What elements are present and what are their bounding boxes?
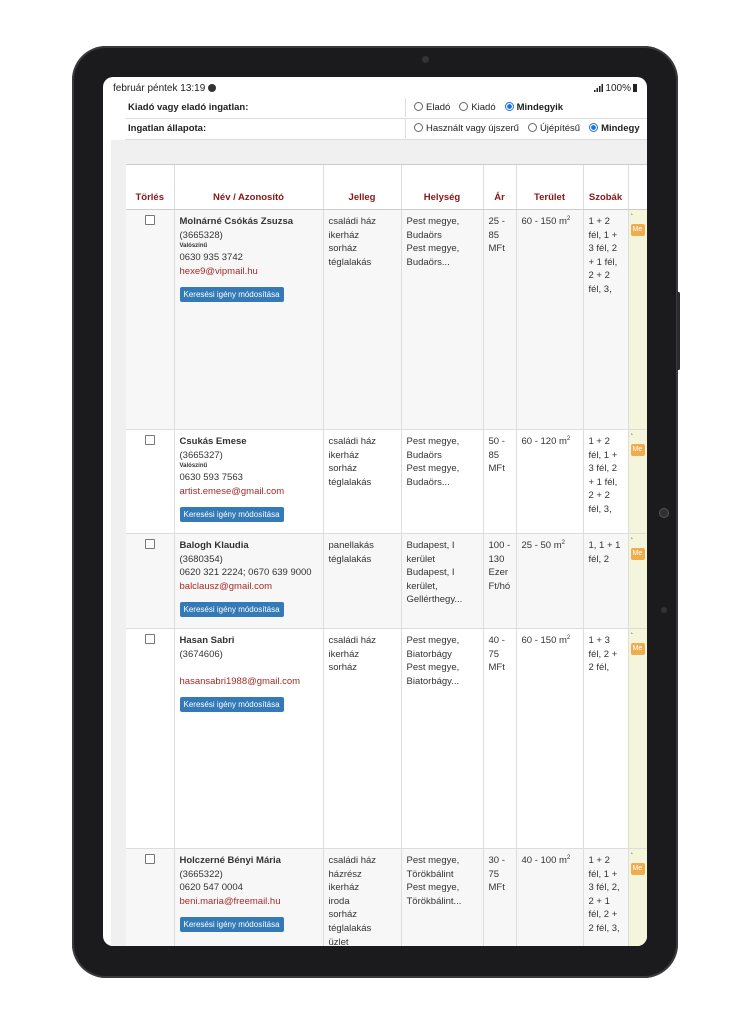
rooms-line: fél, 2 +: [588, 648, 618, 660]
area-value: 60 - 150 m: [521, 635, 567, 646]
modify-search-button[interactable]: Keresési igény módosítása: [180, 697, 284, 712]
rooms-line: fél, 1 +: [588, 449, 618, 461]
location-line: Budapest, I: [406, 567, 455, 579]
location-cell: [401, 849, 483, 947]
contact-email[interactable]: balclausz@gmail.com: [179, 580, 273, 592]
delete-checkbox[interactable]: [145, 435, 155, 445]
contact-name: Holczerné Bényi Mária: [179, 855, 281, 866]
delete-cell: [126, 210, 174, 430]
extra-cell: [628, 210, 647, 430]
type-line: családi ház: [328, 436, 377, 447]
extra-cell: [628, 430, 647, 534]
price-cell: [483, 534, 516, 629]
extra-cell: [628, 629, 647, 849]
column-header[interactable]: Ár: [483, 165, 516, 210]
rooms-line: fél, 3,: [588, 283, 612, 295]
modify-search-button[interactable]: Keresési igény módosítása: [180, 507, 284, 522]
rooms-line: + 1 fél,: [588, 256, 618, 268]
price-line: 75: [488, 648, 500, 660]
sensor-dot: [659, 508, 669, 518]
rooms-line: 1 + 3: [588, 635, 610, 646]
battery-icon: [633, 84, 637, 92]
rooms-line: 2 + 1: [588, 895, 610, 907]
area-value: 60 - 150 m: [521, 216, 567, 227]
message-icon: [208, 84, 216, 92]
button-wrap: [180, 278, 318, 302]
delete-cell: [126, 534, 174, 629]
more-tag[interactable]: Me: [631, 643, 645, 655]
price-line: MFt: [488, 882, 505, 894]
radio-button[interactable]: [528, 123, 537, 132]
location-line: Budaörs: [406, 449, 442, 461]
sensor-dot-small: [661, 607, 667, 613]
delete-checkbox[interactable]: [145, 215, 155, 225]
location-line: Biatorbágy...: [406, 675, 460, 687]
delete-checkbox[interactable]: [145, 634, 155, 644]
status-right: [594, 83, 637, 94]
radio-button[interactable]: [414, 102, 423, 111]
contact-email[interactable]: hasansabri1988@gmail.com: [179, 675, 301, 687]
rooms-line: 1 + 2: [588, 855, 610, 866]
radio-button[interactable]: [414, 123, 423, 132]
column-header[interactable]: Terület: [516, 165, 583, 210]
name-cell: [174, 629, 323, 849]
radio-label: Használt vagy újszerű: [426, 123, 519, 134]
table-row: [126, 534, 647, 629]
radio-label: Mindegyik: [516, 102, 564, 113]
radio-label: Mindegy: [601, 123, 640, 134]
radio-button[interactable]: [459, 102, 468, 111]
contact-id: (3665328): [179, 229, 223, 241]
name-cell: [174, 430, 323, 534]
radio-button[interactable]: [589, 123, 598, 132]
more-tag[interactable]: Me: [631, 548, 645, 560]
area-unit-exponent: 2: [566, 435, 571, 442]
battery-percent: 100%: [605, 83, 631, 94]
location-line: Budaörs: [406, 229, 442, 241]
price-cell: [483, 629, 516, 849]
area-cell: [516, 210, 583, 430]
price-line: MFt: [488, 463, 505, 475]
name-cell: [174, 534, 323, 629]
contact-name: Csukás Emese: [179, 436, 247, 447]
column-header[interactable]: Jelleg: [323, 165, 401, 210]
table-header-row: [126, 165, 647, 210]
price-line: 100 -: [488, 540, 511, 551]
location-line: Gellérthegy...: [406, 594, 463, 606]
filter-panel: [125, 98, 647, 140]
price-line: MFt: [488, 662, 505, 674]
rooms-cell: [583, 210, 628, 430]
front-camera: [422, 56, 429, 63]
location-line: Pest megye,: [406, 243, 460, 255]
filter-label: Ingatlan állapota:: [128, 123, 207, 134]
price-line: Ezer: [488, 567, 509, 579]
radio-option[interactable]: [528, 123, 580, 134]
more-tag[interactable]: Me: [631, 444, 645, 456]
contact-id: (3665322): [179, 868, 223, 880]
radio-label: Újépítésű: [539, 123, 581, 134]
location-line: Pest megye,: [406, 463, 460, 475]
contact-email[interactable]: artist.emese@gmail.com: [179, 485, 285, 497]
name-cell: [174, 210, 323, 430]
area-cell: [516, 849, 583, 947]
type-line: ikerház: [328, 229, 360, 241]
price-line: 25 -: [488, 216, 505, 227]
contact-name: Molnárné Csókás Zsuzsa: [179, 216, 294, 227]
delete-checkbox[interactable]: [145, 539, 155, 549]
location-cell: [401, 430, 483, 534]
location-line: Budaörs...: [406, 476, 450, 488]
type-line: téglalakás: [328, 922, 372, 934]
price-line: 50 -: [488, 436, 505, 447]
column-header[interactable]: Szobák: [583, 165, 628, 210]
price-cell: [483, 430, 516, 534]
rooms-line: fél, 2: [588, 553, 610, 565]
contact-id: (3674606): [179, 648, 223, 660]
location-line: kerület: [406, 553, 436, 565]
column-header-extra: [628, 165, 647, 210]
radio-option[interactable]: [589, 123, 640, 134]
delete-cell: [126, 849, 174, 947]
rooms-line: 3 fél, 2: [588, 463, 618, 475]
contact-id: (3680354): [179, 553, 223, 565]
modify-search-button[interactable]: Keresési igény módosítása: [180, 917, 284, 932]
type-line: ikerház: [328, 648, 360, 660]
side-button: [677, 292, 680, 370]
rooms-line: fél, 3,: [588, 503, 612, 515]
location-line: Pest megye,: [406, 662, 460, 674]
results-table-wrapper[interactable]: [126, 164, 647, 946]
delete-checkbox[interactable]: [145, 854, 155, 864]
extra-tick: `: [630, 537, 634, 546]
location-cell: [401, 534, 483, 629]
filter-options: [405, 119, 647, 138]
radio-label: Eladó: [426, 102, 451, 113]
filter-label: Kiadó vagy eladó ingatlan:: [128, 102, 249, 113]
radio-option[interactable]: [459, 102, 495, 113]
extra-tick: `: [630, 852, 634, 861]
type-line: családi ház: [328, 855, 377, 866]
contact-note: Valószínű: [179, 243, 208, 250]
location-cell: [401, 629, 483, 849]
extra-cell: [628, 849, 647, 947]
location-line: Pest megye,: [406, 882, 460, 894]
rooms-line: fél, 1 +: [588, 229, 618, 241]
extra-tick: `: [630, 632, 634, 641]
contact-id: (3665327): [179, 449, 223, 461]
table-row: [126, 210, 647, 430]
price-cell: [483, 210, 516, 430]
radio-label: Kiadó: [471, 102, 496, 113]
button-wrap: [180, 498, 318, 522]
filter-row: [125, 119, 647, 140]
extra-tick: `: [630, 213, 634, 222]
area-value: 25 - 50 m: [521, 540, 562, 551]
contact-phone: 0620 321 2224; 0670 639 9000: [179, 567, 312, 579]
area-unit-exponent: 2: [561, 539, 565, 546]
radio-option[interactable]: [414, 123, 519, 134]
contact-phone: 0630 593 7563: [179, 472, 243, 484]
column-header[interactable]: Helység: [401, 165, 483, 210]
radio-option[interactable]: [505, 102, 563, 113]
type-cell: [323, 849, 401, 947]
location-line: Törökbálint: [406, 868, 454, 880]
location-line: Pest megye,: [406, 855, 460, 866]
location-line: Pest megye,: [406, 216, 460, 227]
type-line: téglalakás: [328, 476, 372, 488]
rooms-line: 2 + 2: [588, 270, 610, 282]
rooms-line: fél, 1 +: [588, 868, 618, 880]
more-tag[interactable]: Me: [631, 224, 645, 236]
rooms-line: 3 fél, 2: [588, 243, 618, 255]
extra-cell: [628, 534, 647, 629]
price-line: 30 -: [488, 855, 505, 866]
rooms-line: 1 + 2: [588, 436, 610, 447]
rooms-line: fél, 2 +: [588, 909, 618, 921]
type-cell: [323, 629, 401, 849]
delete-cell: [126, 629, 174, 849]
type-line: sorház: [328, 463, 358, 475]
extra-tick: `: [630, 433, 634, 442]
type-cell: [323, 430, 401, 534]
modify-search-button[interactable]: Keresési igény módosítása: [180, 602, 284, 617]
table-body: [126, 210, 647, 947]
type-line: üzlet: [328, 936, 349, 946]
button-wrap: [180, 688, 318, 712]
area-value: 40 - 100 m: [521, 855, 567, 866]
table-row: [126, 629, 647, 849]
button-wrap: [180, 908, 318, 932]
rooms-cell: [583, 849, 628, 947]
table-row: [126, 849, 647, 947]
name-cell: [174, 849, 323, 947]
rooms-line: 1, 1 + 1: [588, 540, 621, 551]
more-tag[interactable]: Me: [631, 863, 645, 875]
contact-email[interactable]: beni.maria@freemail.hu: [179, 895, 281, 907]
type-line: házrész: [328, 868, 362, 880]
radio-option[interactable]: [414, 102, 450, 113]
location-line: Pest megye,: [406, 436, 460, 447]
type-line: családi ház: [328, 216, 377, 227]
price-line: 40 -: [488, 635, 505, 646]
location-cell: [401, 210, 483, 430]
screen: [103, 77, 647, 946]
area-unit-exponent: 2: [566, 215, 571, 222]
price-cell: [483, 849, 516, 947]
contact-note: Valószínű: [179, 463, 208, 470]
rooms-line: 3 fél, 2,: [588, 882, 620, 894]
rooms-line: 2 fél, 3,: [588, 922, 620, 934]
filter-options: [405, 98, 572, 117]
contact-phone: 0630 935 3742: [179, 252, 243, 264]
type-line: ikerház: [328, 882, 360, 894]
rooms-cell: [583, 430, 628, 534]
type-line: ikerház: [328, 449, 360, 461]
location-line: Biatorbágy: [406, 648, 452, 660]
location-line: Törökbálint...: [406, 895, 462, 907]
rooms-line: + 1 fél,: [588, 476, 618, 488]
button-wrap: [180, 593, 318, 617]
column-header[interactable]: Név / Azonosító: [174, 165, 323, 210]
area-cell: [516, 629, 583, 849]
price-line: 85: [488, 449, 500, 461]
status-time: február péntek 13:19: [113, 83, 216, 94]
rooms-cell: [583, 629, 628, 849]
area-unit-exponent: 2: [566, 854, 571, 861]
price-line: 130: [488, 553, 505, 565]
column-header[interactable]: Törlés: [126, 165, 174, 210]
contact-email[interactable]: hexe9@vipmail.hu: [179, 265, 258, 277]
type-line: sorház: [328, 243, 358, 255]
table-row: [126, 430, 647, 534]
area-value: 60 - 120 m: [521, 436, 567, 447]
type-line: családi ház: [328, 635, 377, 646]
type-line: téglalakás: [328, 256, 372, 268]
location-line: Pest megye,: [406, 635, 460, 646]
results-table: [126, 165, 647, 946]
contact-name: Hasan Sabri: [179, 635, 235, 646]
type-line: panellakás: [328, 540, 374, 551]
contact-name: Balogh Klaudia: [179, 540, 249, 551]
type-line: téglalakás: [328, 553, 372, 565]
area-unit-exponent: 2: [566, 634, 571, 641]
contact-phone: 0620 547 0004: [179, 882, 243, 894]
rooms-cell: [583, 534, 628, 629]
radio-button[interactable]: [505, 102, 514, 111]
area-cell: [516, 534, 583, 629]
type-cell: [323, 210, 401, 430]
rooms-line: 1 + 2: [588, 216, 610, 227]
delete-cell: [126, 430, 174, 534]
rooms-line: 2 fél,: [588, 662, 610, 674]
price-line: Ft/hó: [488, 580, 511, 592]
type-cell: [323, 534, 401, 629]
signal-icon: [594, 84, 603, 92]
location-line: Budapest, I: [406, 540, 455, 551]
type-line: sorház: [328, 662, 358, 674]
filter-row: [125, 98, 647, 119]
type-line: sorház: [328, 909, 358, 921]
type-line: iroda: [328, 895, 350, 907]
price-line: MFt: [488, 243, 505, 255]
price-line: 75: [488, 868, 500, 880]
location-line: Budaörs...: [406, 256, 450, 268]
location-line: kerület,: [406, 580, 438, 592]
contact-phone: [180, 661, 318, 675]
area-cell: [516, 430, 583, 534]
rooms-line: 2 + 2: [588, 490, 610, 502]
modify-search-button[interactable]: Keresési igény módosítása: [180, 287, 284, 302]
price-line: 85: [488, 229, 500, 241]
